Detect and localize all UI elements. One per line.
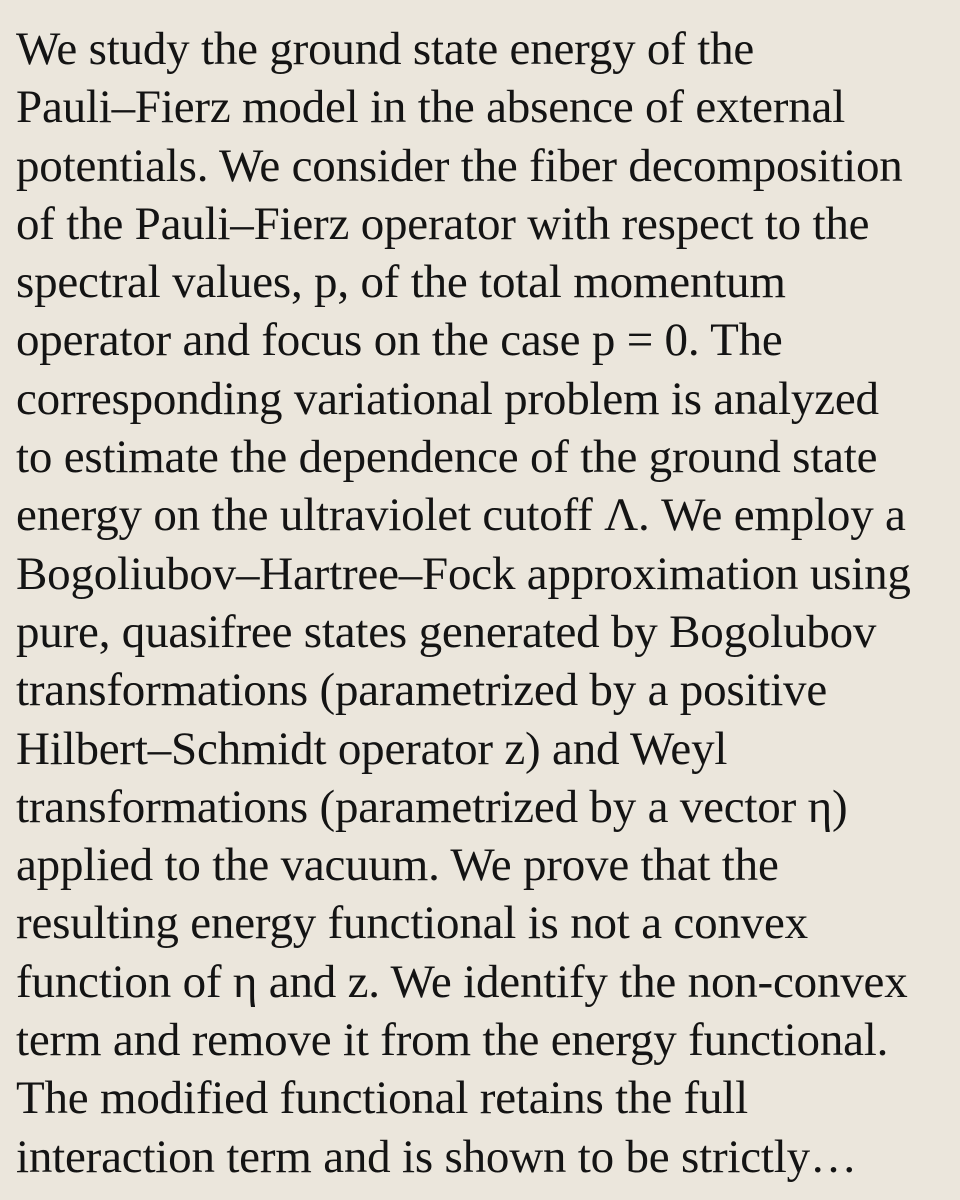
text-line: applied to the vacuum. We prove that the bbox=[16, 839, 779, 892]
text-line: term and remove it from the energy functional. bbox=[16, 1014, 889, 1067]
text-line: Hilbert–Schmidt operator z) and Weyl bbox=[16, 722, 728, 775]
text-line: function of η and z. We identify the non-convex bbox=[16, 955, 908, 1008]
text-line: pure, quasifree states generated by Bogolubov bbox=[16, 605, 877, 658]
text-line: interaction term and is shown to be strictly… bbox=[16, 1130, 857, 1183]
text-line: Bogoliubov–Hartree–Fock approximation using bbox=[16, 547, 911, 600]
text-line: We study the ground state energy of the bbox=[16, 23, 755, 75]
text-line: spectral values, p, of the total momentum bbox=[16, 256, 786, 309]
text-line: resulting energy functional is not a convex bbox=[16, 897, 808, 950]
text-line: corresponding variational problem is analyzed bbox=[16, 372, 879, 425]
text-line: operator and focus on the case p = 0. The bbox=[16, 314, 783, 367]
text-line: The modified functional retains the full bbox=[16, 1072, 749, 1125]
text-line: of the Pauli–Fierz operator with respect to the bbox=[16, 197, 870, 250]
text-line: transformations (parametrized by a positive bbox=[16, 664, 828, 717]
text-line: potentials. We consider the fiber decomposition bbox=[16, 139, 903, 192]
text-line: to estimate the dependence of the ground state bbox=[16, 431, 878, 484]
text-line: Pauli–Fierz model in the absence of external bbox=[16, 81, 846, 134]
text-line: transformations (parametrized by a vector η) bbox=[16, 780, 848, 833]
abstract-text bbox=[16, 20, 944, 1186]
text-line: energy on the ultraviolet cutoff Λ. We employ a bbox=[16, 489, 906, 542]
